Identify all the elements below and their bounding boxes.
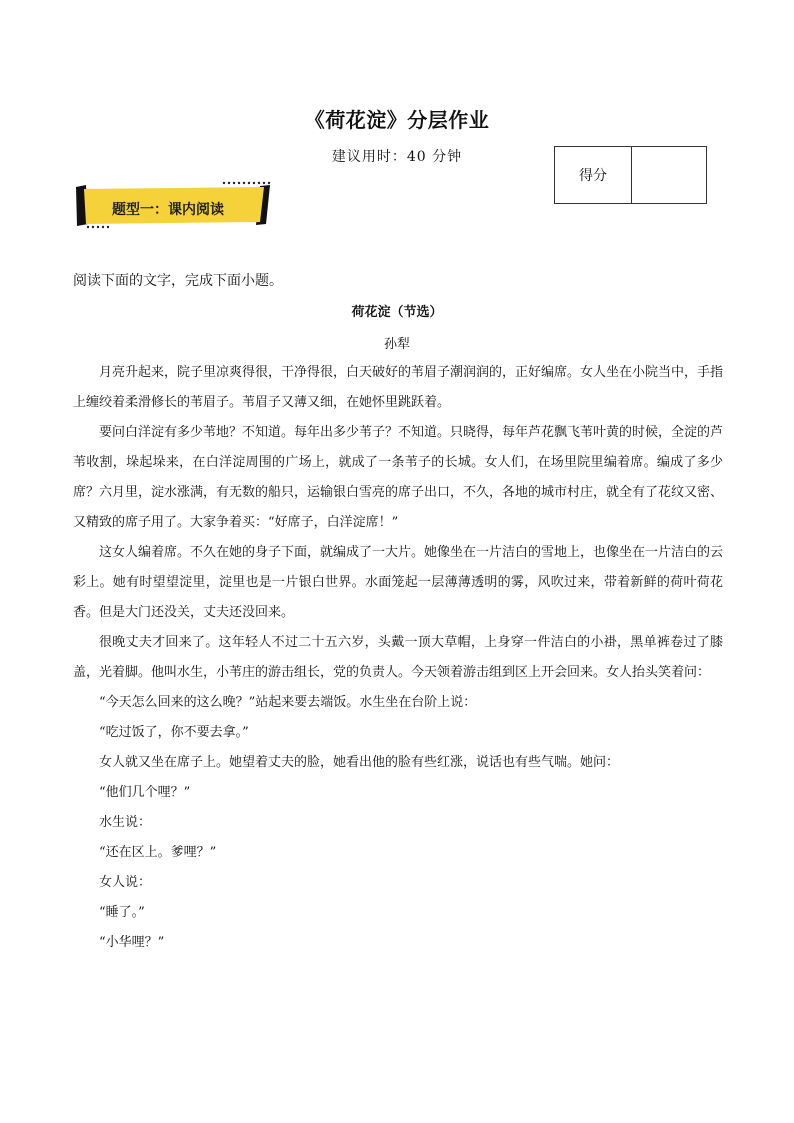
passage-paragraph: 水生说： [99, 815, 152, 830]
passage-body [73, 358, 723, 958]
passage-paragraph: 女人说： [99, 875, 152, 890]
page-title: 《荷花淀》分层作业 [304, 108, 490, 132]
passage-paragraph: 月亮升起来，院子里凉爽得很，干净得很，白天破好的苇眉子潮润润的，正好编席。女人坐在小院当中，手指上缠绞着柔滑修长的苇眉子。苇眉子又薄又细，在她怀里跳跃着。 [73, 365, 724, 410]
passage-title: 荷花淀（节选） [351, 305, 443, 320]
passage-paragraph: 很晚丈夫才回来了。这年轻人不过二十五六岁，头戴一顶大草帽，上身穿一件洁白的小褂，黑单裤卷过了膝盖，光着脚。他叫水生，小苇庄的游击组长，党的负责人。今天领着游击组到区上开会回来。女人抬头笑着问： [73, 635, 723, 680]
passage-paragraph: 女人就又坐在席子上。她望着丈夫的脸，她看出他的脸有些红涨，说话也有些气喘。她问： [99, 755, 620, 770]
passage-paragraph: “今天怎么回来的这么晚？”站起来要去端饭。水生坐在台阶上说： [99, 695, 477, 710]
passage-paragraph: 这女人编着席。不久在她的身子下面，就编成了一大片。她像坐在一片洁白的雪地上，也像坐在一片洁白的云彩上。她有时望望淀里，淀里也是一片银白世界。水面笼起一层薄薄透明的雾，风吹过来，带着新鲜的荷叶荷花香。但是大门还没关，丈夫还没回来。 [73, 545, 724, 620]
section-banner [74, 180, 274, 232]
suggested-time: 建议用时：40 分钟 [331, 149, 463, 165]
passage-author: 孙犁 [383, 337, 410, 352]
passage-paragraph: “吃过饭了，你不要去拿。” [99, 725, 249, 740]
reading-instruction: 阅读下面的文字，完成下面小题。 [73, 273, 283, 289]
score-label: 得分 [555, 147, 632, 203]
section-label: 题型一：课内阅读 [112, 202, 224, 218]
passage-paragraph: “睡了。” [99, 905, 145, 920]
score-box [554, 146, 707, 204]
passage-paragraph: “小华哩？” [99, 935, 165, 950]
score-value[interactable] [632, 147, 706, 203]
passage-paragraph: “还在区上。爹哩？” [99, 845, 217, 860]
passage-paragraph: 要问白洋淀有多少苇地？不知道。每年出多少苇子？不知道。只晓得，每年芦花飘飞苇叶黄的时候，全淀的芦苇收割，垛起垛来，在白洋淀周围的广场上，就成了一条苇子的长城。女人们，在场里院里编着席。编成了多少席？六月里，淀水涨满，有无数的船只，运输银白雪亮的席子出口，不久，各地的城市村庄，就全有了花纹又密、又精致的席子用了。大家争着买：“好席子，白洋淀席！” [73, 425, 724, 530]
passage-paragraph: “他们几个哩？” [99, 785, 191, 800]
